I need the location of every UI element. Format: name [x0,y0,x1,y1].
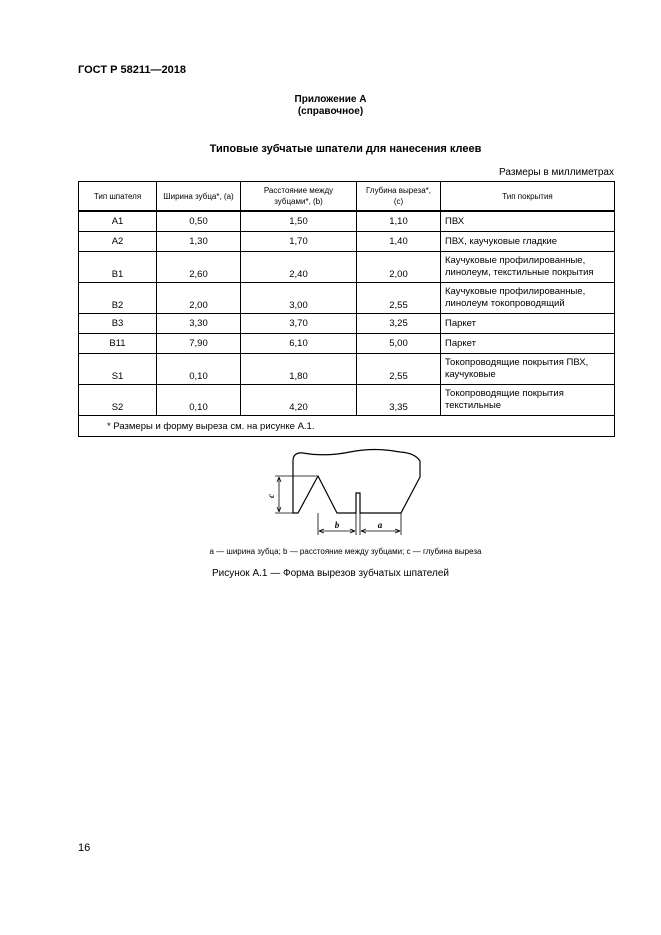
cell-spacing: 1,50 [241,211,357,232]
figure-caption: Рисунок А.1 — Форма вырезов зубчатых шпателей [211,568,450,579]
table-row [79,211,615,232]
cell-type: S2 [79,385,157,416]
annex-title: Приложение А [294,94,367,105]
cell-spacing: 6,10 [241,334,357,354]
cell-type: A2 [79,232,157,252]
cell-coating: ПВХ, каучуковые гладкие [441,232,615,252]
cell-spacing: 1,70 [241,232,357,252]
table-header-row [79,182,615,212]
cell-coating: Каучуковые профилированные, линолеум токопроводящий [441,283,615,314]
cell-spacing: 1,80 [241,354,357,385]
spatula-table [78,181,615,437]
table-title: Типовые зубчатые шпатели для нанесения клеев [209,143,482,155]
table-row [79,252,615,283]
cell-width: 0,10 [157,385,241,416]
cell-depth: 3,35 [357,385,441,416]
label-a: a [377,520,383,530]
table-row [79,354,615,385]
cell-width: 7,90 [157,334,241,354]
cell-depth: 2,00 [357,252,441,283]
cell-depth: 1,10 [357,211,441,232]
cell-spacing: 3,00 [241,283,357,314]
cell-depth: 1,40 [357,232,441,252]
label-b: b [334,520,340,530]
table-row [79,334,615,354]
cell-coating: Каучуковые профилированные, линолеум, текстильные покрытия [441,252,615,283]
cell-width: 1,30 [157,232,241,252]
cell-type: A1 [79,211,157,232]
cell-coating: Токопроводящие покрытия ПВХ, каучуковые [441,354,615,385]
table-footnote: * Размеры и форму выреза см. на рисунке А.1. [79,416,615,437]
cell-width: 2,60 [157,252,241,283]
notch-diagram [265,447,435,543]
cell-spacing: 2,40 [241,252,357,283]
table-row [79,283,615,314]
label-c: c [266,494,276,498]
cell-type: B2 [79,283,157,314]
cell-type: S1 [79,354,157,385]
col-header-type: Тип шпателя [79,182,157,212]
cell-coating: Паркет [441,334,615,354]
cell-spacing: 3,70 [241,314,357,334]
cell-spacing: 4,20 [241,385,357,416]
units-note: Размеры в миллиметрах [499,167,614,178]
table-row [79,232,615,252]
cell-coating: ПВХ [441,211,615,232]
cell-depth: 2,55 [357,354,441,385]
cell-width: 0,50 [157,211,241,232]
table-row [79,385,615,416]
cell-type: B3 [79,314,157,334]
spatula-outline [293,450,420,514]
col-header-spacing: Расстояние между зубцами*, (b) [241,182,357,212]
cell-coating: Токопроводящие покрытия текстильные [441,385,615,416]
cell-coating: Паркет [441,314,615,334]
annex-subtitle: (справочное) [297,106,364,117]
table-row [79,314,615,334]
cell-width: 0,10 [157,354,241,385]
cell-width: 3,30 [157,314,241,334]
col-header-width: Ширина зубца*, (a) [157,182,241,212]
cell-depth: 5,00 [357,334,441,354]
col-header-depth: Глубина выреза*, (c) [357,182,441,212]
page-number: 16 [78,842,91,854]
table-footnote-row [79,416,615,437]
cell-type: B11 [79,334,157,354]
cell-width: 2,00 [157,283,241,314]
cell-depth: 2,55 [357,283,441,314]
cell-type: B1 [79,252,157,283]
figure-legend: a — ширина зубца; b — расстояние между зубцами; c — глубина выреза [209,547,482,556]
document-id: ГОСТ Р 58211—2018 [78,64,186,76]
col-header-coating: Тип покрытия [441,182,615,212]
cell-depth: 3,25 [357,314,441,334]
